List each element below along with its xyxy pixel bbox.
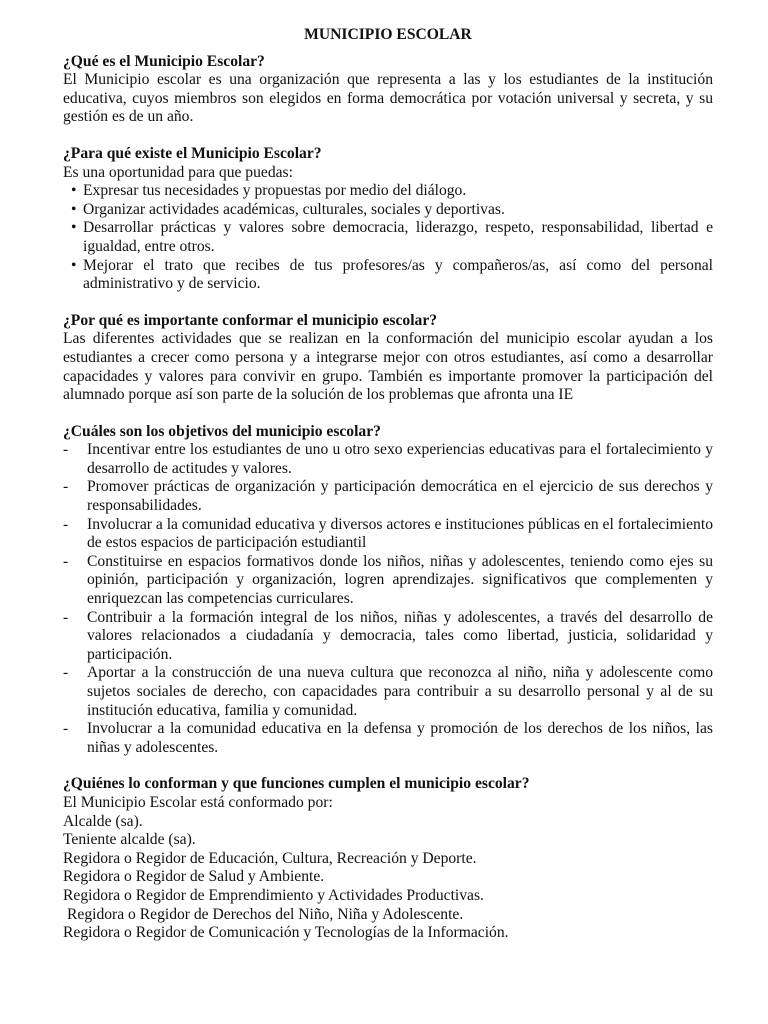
- section-heading: ¿Para qué existe el Municipio Escolar?: [63, 144, 322, 162]
- section-heading: ¿Quiénes lo conforman y que funciones cumplen el municipio escolar?: [63, 775, 530, 793]
- section-importancia: [63, 312, 713, 405]
- member-line: Regidora o Regidor de Comunicación y Tecnologías de la Información.: [63, 924, 509, 942]
- bullet-item: • Mejorar el trato que recibes de tus profesores/as y compañeros/as, así como del personal administrativo y de servicio.: [63, 257, 713, 294]
- section-que-es: [63, 53, 713, 127]
- objective-item: - Contribuir a la formación integral de los niños, niñas y adolescentes, a través del desarrollo de valores relacionados a ciudadanía y democracia, tales como libertad, justicia, solidaridad y participación.: [63, 609, 713, 665]
- objective-item: - Constituirse en espacios formativos donde los niños, niñas y adolescentes, teniendo como ejes su opinión, participación y organización, logren aprendizajes. significativos que complementen y enriquezcan las competencias curriculares.: [63, 553, 713, 609]
- section-paragraph: El Municipio escolar es una organización que representa a las y los estudiantes de la institución educativa, cuyos miembros son elegidos en forma democrática por votación universal y secreta, y su gestión es de un año.: [63, 71, 713, 126]
- section-paragraph: Las diferentes actividades que se realizan en la conformación del municipio escolar ayudan a los estudiantes a crecer como persona y a integrarse mejor con otros estudiantes, así como a desarrollar capacidades y valores para convivir en grupo. También es importante promover la participación del alumnado porque así son parte de la solución de los problemas que afronta una IE: [63, 330, 713, 404]
- section-objetivos: [63, 423, 713, 758]
- bullet-item: • Organizar actividades académicas, culturales, sociales y deportivas.: [63, 201, 713, 220]
- document-title: MUNICIPIO ESCOLAR: [304, 26, 472, 43]
- section-para-que: [63, 145, 713, 294]
- objective-item: - Involucrar a la comunidad educativa y diversos actores e instituciones públicas en el fortalecimiento de estos espacios de participación estudiantil: [63, 516, 713, 553]
- bullet-list: [63, 182, 713, 294]
- objective-item: - Aportar a la construcción de una nueva cultura que reconozca al niño, niña y adolescente como sujetos sociales de derecho, con capacidades para contribuir a su desarrollo personal y al de su institución educativa, familia y comunidad.: [63, 664, 713, 720]
- section-heading: ¿Cuáles son los objetivos del municipio escolar?: [63, 422, 381, 440]
- member-line: Regidora o Regidor de Derechos del Niño, Niña y Adolescente.: [67, 905, 464, 923]
- member-line: Alcalde (sa).: [63, 812, 143, 830]
- bullet-item: • Expresar tus necesidades y propuestas por medio del diálogo.: [63, 182, 713, 201]
- member-line: Regidora o Regidor de Educación, Cultura, Recreación y Deporte.: [63, 849, 477, 867]
- member-line: Regidora o Regidor de Emprendimiento y Actividades Productivas.: [63, 886, 484, 904]
- bullet-item: • Desarrollar prácticas y valores sobre democracia, liderazgo, respeto, responsabilidad, libertad e igualdad, entre otros.: [63, 219, 713, 256]
- section-intro: Es una oportunidad para que puedas:: [63, 163, 293, 181]
- objective-item: - Promover prácticas de organización y participación democrática en el ejercicio de sus derechos y responsabilidades.: [63, 478, 713, 515]
- objectives-list: [63, 441, 713, 757]
- section-conformacion: [63, 775, 713, 942]
- member-line: Regidora o Regidor de Salud y Ambiente.: [63, 868, 325, 886]
- member-line: Teniente alcalde (sa).: [63, 831, 196, 849]
- objective-item: - Incentivar entre los estudiantes de uno u otro sexo experiencias educativas para el fortalecimiento y desarrollo de actitudes y valores.: [63, 441, 713, 478]
- objective-item: - Involucrar a la comunidad educativa en la defensa y promoción de los derechos de los niños, las niñas y adolescentes.: [63, 720, 713, 757]
- section-heading: ¿Por qué es importante conformar el municipio escolar?: [63, 311, 438, 329]
- member-line: El Municipio Escolar está conformado por:: [63, 793, 333, 811]
- section-heading: ¿Qué es el Municipio Escolar?: [63, 52, 265, 70]
